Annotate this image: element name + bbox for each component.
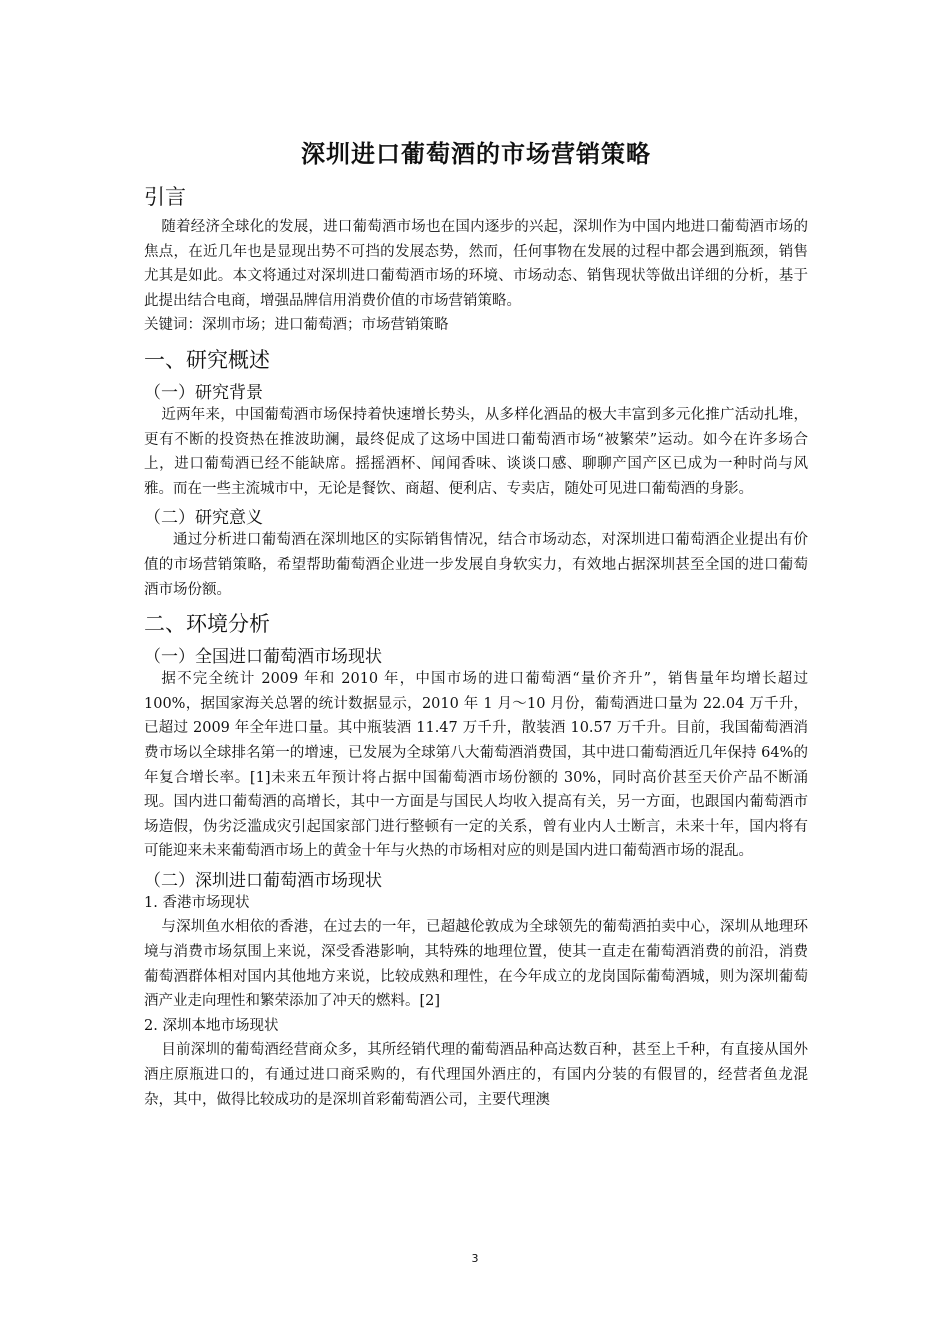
section2-heading: 二、环境分析 xyxy=(144,612,270,637)
section1-sub2-heading: （二）研究意义 xyxy=(144,508,263,529)
section1-sub1-paragraph: 近两年来，中国葡萄酒市场保持着快速增长势头，从多样化酒品的极大丰富到多元化推广活动扎堆，更有不断的投资热在推波助澜，最终促成了这场中国进口葡萄酒市场“被繁荣”运动。如今在许多场合上，进口葡萄酒已经不能缺席。摇摇酒杯、闻闻香味、谈谈口感、聊聊产国产区已成为一种时尚与风雅。而在一些主流城市中，无论是餐饮、商超、便利店、专卖店，随处可见进口葡萄酒的身影。 xyxy=(144,406,808,497)
section2-sub2-heading: （二）深圳进口葡萄酒市场现状 xyxy=(144,870,382,891)
section1-sub2-paragraph: 通过分析进口葡萄酒在深圳地区的实际销售情况，结合市场动态，对深圳进口葡萄酒企业提出有价值的市场营销策略，希望帮助葡萄酒企业进一步发展自身软实力，有效地占据深圳甚至全国的进口葡萄酒市场份额。 xyxy=(144,532,808,598)
intro-heading: 引言 xyxy=(144,185,186,209)
section1-sub1-heading: （一）研究背景 xyxy=(144,382,263,403)
section2-sub1-heading: （一）全国进口葡萄酒市场现状 xyxy=(144,647,382,668)
page-number: 3 xyxy=(471,1252,479,1265)
item2-paragraph: 目前深圳的葡萄酒经营商众多，其所经销代理的葡萄酒品种高达数百种，甚至上千种，有直接从国外酒庄原瓶进口的，有通过进口商采购的，有代理国外酒庄的，有国内分装的有假冒的，经营者鱼龙混杂，其中，做得比较成功的是深圳首彩葡萄酒公司，主要代理澳 xyxy=(144,1042,808,1108)
intro-paragraph: 随着经济全球化的发展，进口葡萄酒市场也在国内逐步的兴起，深圳作为中国内地进口葡萄酒市场的焦点，在近几年也是显现出势不可挡的发展态势，然而，任何事物在发展的过程中都会遇到瓶颈，销售尤其是如此。本文将通过对深圳进口葡萄酒市场的环境、市场动态、销售现状等做出详细的分析，基于此提出结合电商，增强品牌信用消费价值的市场营销策略。 xyxy=(144,219,808,309)
section2-sub1-paragraph: 据不完全统计 2009 年和 2010 年，中国市场的进口葡萄酒“量价齐升”，销售量年均增长超过 100%，据国家海关总署的统计数据显示，2010 年 1 月～10 月份，葡萄酒进口量为 22.04 万千升，已超过 2009 年全年进口量。其中瓶装酒 11.47 万千升，散装酒 10.57 万千升。目前，我国葡萄酒消费市场以全球排名第一的增速，已发展为全球第八大葡萄酒消费国，其中进口葡萄酒近几年保持 64%的年复合增长率。[1]未来五年预计将占据中国葡萄酒市场份额的 30%，同时高价甚至天价产品不断涌现。国内进口葡萄酒的高增长，其中一方面是与国民人均收入提高有关，另一方面，也跟国内葡萄酒市场造假，伪劣泛滥成灾引起国家部门进行整顿有一定的关系，曾有业内人士断言，未来十年，国内将有可能迎来未来葡萄酒市场上的黄金十年与火热的市场相对应的则是国内进口葡萄酒市场的混乱。 xyxy=(144,671,808,860)
item2-heading: 2. 深圳本地市场现状 xyxy=(144,1017,279,1034)
item1-paragraph: 与深圳鱼水相依的香港，在过去的一年，已超越伦敦成为全球领先的葡萄酒拍卖中心，深圳从地理环境与消费市场氛围上来说，深受香港影响，其特殊的地理位置，使其一直走在葡萄酒消费的前沿，消费葡萄酒群体相对国内其他地方来说，比较成熟和理性，在今年成立的龙岗国际葡萄酒城，则为深圳葡萄酒产业走向理性和繁荣添加了冲天的燃料。[2] xyxy=(144,919,808,1010)
item1-heading: 1. 香港市场现状 xyxy=(144,894,250,911)
section1-heading: 一、研究概述 xyxy=(144,347,270,372)
document-body xyxy=(144,134,808,1112)
keywords-line: 关键词：深圳市场；进口葡萄酒；市场营销策略 xyxy=(144,317,449,334)
document-title: 深圳进口葡萄酒的市场营销策略 xyxy=(301,140,651,168)
